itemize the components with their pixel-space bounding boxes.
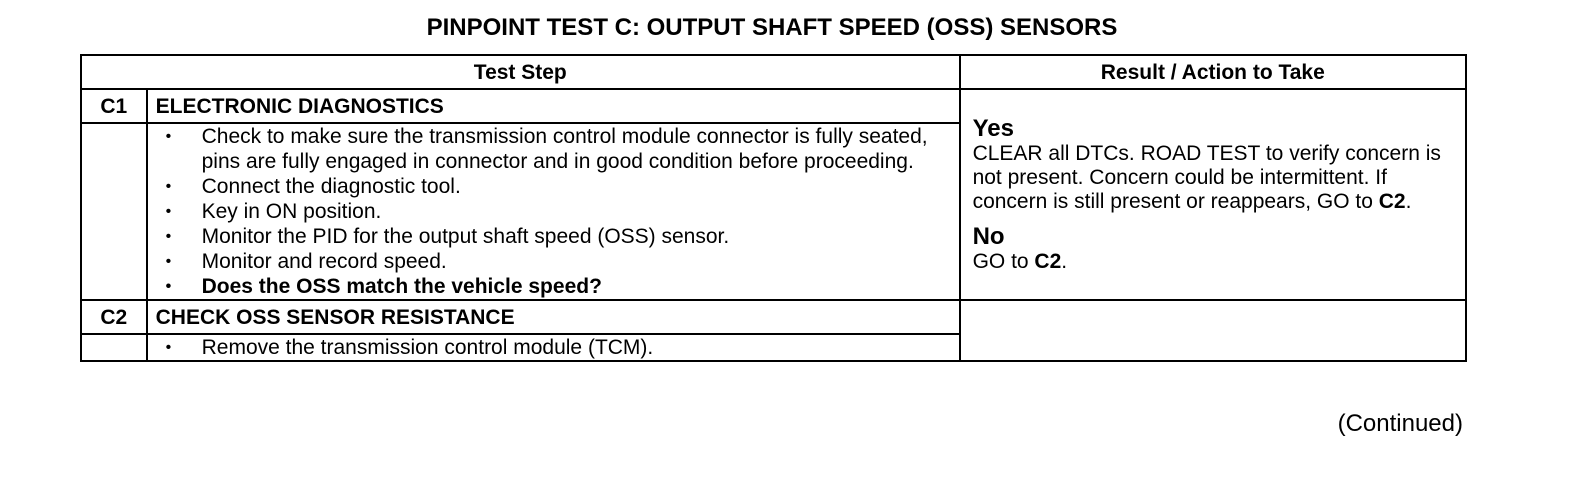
step-id-c2: C2: [81, 300, 147, 334]
list-item: • Connect the diagnostic tool.: [202, 174, 951, 199]
goto-link: C2: [1378, 189, 1406, 213]
result-yes-text: CLEAR all DTCs. ROAD TEST to verify concern is not present. Concern could be intermittent. If concern is still present or reappears, GO to C2.: [972, 141, 1441, 213]
step-id-c1: C1: [81, 89, 147, 123]
step-question: • Does the OSS match the vehicle speed?: [202, 274, 951, 299]
result-no-text: GO to C2.: [972, 249, 1068, 273]
table-header-row: [81, 55, 1466, 89]
list-item: • Monitor the PID for the output shaft speed (OSS) sensor.: [202, 224, 951, 249]
list-item: • Monitor and record speed.: [202, 249, 951, 274]
step-c1-heading-row: [81, 89, 1466, 123]
step-c2-heading-row: [81, 300, 1466, 334]
result-cell-c1: [960, 89, 1466, 300]
pinpoint-test-table: [80, 54, 1467, 362]
step-id-blank: [81, 123, 147, 300]
result-cell-c2: [960, 300, 1466, 361]
list-item: • Key in ON position.: [202, 199, 951, 224]
bullet-list: [156, 124, 951, 299]
goto-link: C2: [1034, 249, 1062, 273]
header-result-action: Result / Action to Take: [960, 55, 1466, 89]
step-id-blank: [81, 334, 147, 361]
result-no-label: No: [972, 222, 1005, 250]
page-title: PINPOINT TEST C: OUTPUT SHAFT SPEED (OSS) SENSORS: [426, 14, 1118, 41]
list-item: • Remove the transmission control module (TCM).: [202, 335, 951, 360]
step-c1-instructions: [147, 123, 960, 300]
step-c2-instructions: [147, 334, 960, 361]
continued-label: (Continued): [1337, 410, 1463, 437]
bullet-list: [156, 335, 951, 360]
step-heading-c1: ELECTRONIC DIAGNOSTICS: [147, 89, 960, 123]
list-item: • Check to make sure the transmission control module connector is fully seated, pins are fully engaged in connector and in good condition before proceeding.: [202, 124, 951, 174]
header-test-step: Test Step: [81, 55, 960, 89]
result-yes-label: Yes: [972, 114, 1014, 142]
step-heading-c2: CHECK OSS SENSOR RESISTANCE: [147, 300, 960, 334]
